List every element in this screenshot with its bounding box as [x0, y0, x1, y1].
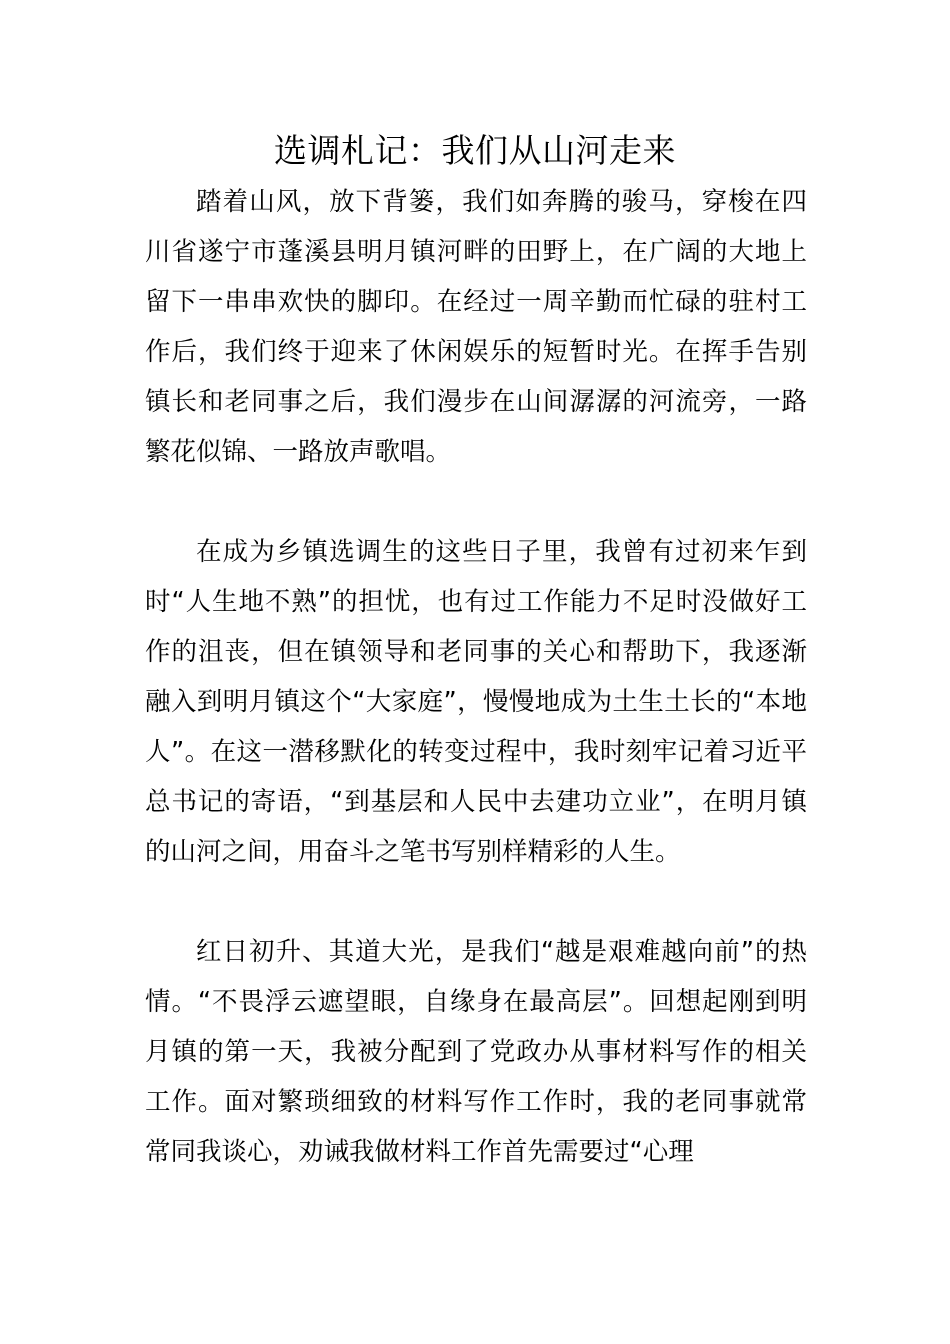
paragraph-2: 在成为乡镇选调生的这些日子里，我曾有过初来乍到时“人生地不熟”的担忧，也有过工作能力不足时没做好工作的沮丧，但在镇领导和老同事的关心和帮助下，我逐渐融入到明月镇这个“大家庭”，慢慢地成为土生土长的“本地人”。在这一潜移默化的转变过程中，我时刻牢记着习近平总书记的寄语，“到基层和人民中去建功立业”，在明月镇的山河之间，用奋斗之笔书写别样精彩的人生。: [145, 537, 807, 867]
document-body: [145, 177, 807, 1177]
paragraph-3: 红日初升、其道大光，是我们“越是艰难越向前”的热情。“不畏浮云遮望眼，自缘身在最高层”。回想起刚到明月镇的第一天，我被分配到了党政办从事材料写作的相关工作。面对繁琐细致的材料写作工作时，我的老同事就常常同我谈心，劝诫我做材料工作首先需要过“心理: [145, 937, 807, 1167]
document-title: 选调札记：我们从山河走来: [274, 131, 676, 170]
paragraph-1: 踏着山风，放下背篓，我们如奔腾的骏马，穿梭在四川省遂宁市蓬溪县明月镇河畔的田野上，在广阔的大地上留下一串串欢快的脚印。在经过一周辛勤而忙碌的驻村工作后，我们终于迎来了休闲娱乐的短暂时光。在挥手告别镇长和老同事之后，我们漫步在山间潺潺的河流旁，一路繁花似锦、一路放声歌唱。: [145, 187, 807, 467]
